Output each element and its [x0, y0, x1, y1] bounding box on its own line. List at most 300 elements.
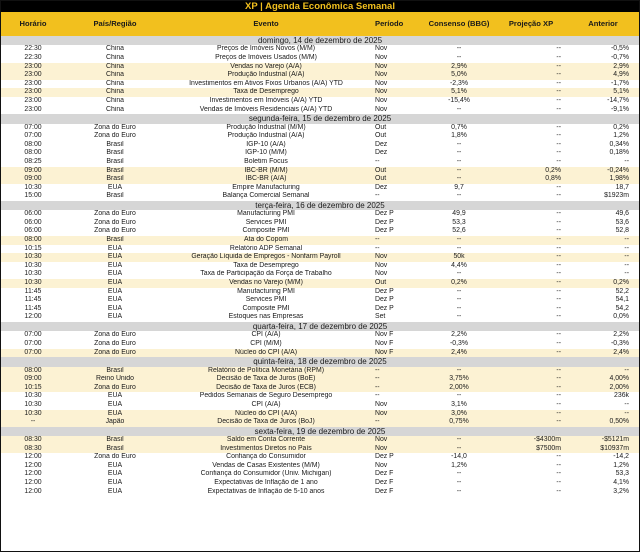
cell-period: Nov — [375, 444, 388, 452]
cell-projection: -- — [556, 157, 561, 165]
cell-period: Dez P — [375, 453, 394, 461]
cell-country: Zona do Euro — [94, 348, 136, 356]
cell-period: -- — [375, 375, 380, 383]
cell-event: Boletim Focus — [244, 157, 288, 165]
cell-event: Preços de Imóveis Usados (M/M) — [215, 53, 317, 61]
cell-country: Brasil — [106, 149, 124, 157]
cell-time: 23:00 — [24, 96, 42, 104]
cell-previous: 53,3 — [615, 470, 629, 478]
cell-event: Vendas no Varejo (A/A) — [230, 62, 302, 70]
cell-event: Relatório ADP Semanal — [229, 244, 303, 252]
cell-time: 10:30 — [24, 270, 42, 278]
cell-previous: 1,2% — [613, 461, 629, 469]
cell-period: Out — [375, 132, 387, 140]
cell-time: 08:00 — [24, 236, 42, 244]
cell-event: Geração Líquida de Empregos - Nonfarm Payroll — [191, 253, 341, 261]
cell-country: China — [105, 96, 124, 104]
cell-consensus: -- — [456, 296, 462, 304]
cell-period: Dez P — [375, 287, 394, 295]
cell-time: 09:00 — [24, 375, 42, 383]
table-row — [1, 132, 639, 141]
cell-previous: -- — [624, 236, 629, 244]
cell-time: 23:00 — [24, 105, 42, 113]
cell-projection: -- — [556, 183, 561, 191]
table-row — [1, 418, 639, 427]
cell-time: 12:00 — [24, 453, 42, 461]
cell-country: Zona do Euro — [94, 453, 136, 461]
table-row — [1, 210, 639, 219]
cell-previous: 3,2% — [613, 487, 629, 495]
cell-period: Nov F — [375, 348, 394, 356]
cell-time: 10:30 — [24, 261, 42, 269]
day-separator: sexta-feira, 19 de dezembro de 2025 — [1, 427, 639, 436]
cell-event: Vendas de Casas Existentes (M/M) — [212, 461, 320, 469]
cell-projection: -- — [556, 71, 561, 79]
cell-event: Services PMI — [245, 218, 287, 226]
cell-consensus: -- — [456, 149, 462, 157]
cell-time: 07:00 — [24, 123, 42, 131]
cell-consensus: 50k — [453, 253, 465, 261]
cell-time: 10:15 — [24, 244, 42, 252]
cell-consensus: -- — [456, 105, 462, 113]
cell-projection: -- — [556, 62, 561, 70]
cell-consensus: 5,1% — [451, 88, 467, 96]
cell-previous: 1,2% — [613, 132, 629, 140]
cell-country: Zona do Euro — [94, 210, 136, 218]
cell-consensus: -- — [456, 192, 462, 200]
cell-event: Decisão de Taxa de Juros (ECB) — [216, 383, 316, 391]
cell-event: Investimentos Diretos no País — [220, 444, 312, 452]
cell-period: -- — [375, 366, 380, 374]
cell-country: Zona do Euro — [94, 339, 136, 347]
table-row — [1, 227, 639, 236]
table-row — [1, 488, 639, 497]
cell-previous: -- — [624, 244, 629, 252]
cell-previous: -- — [624, 261, 629, 269]
cell-projection: -- — [556, 149, 561, 157]
cell-projection: -- — [556, 279, 561, 287]
cell-projection: -- — [556, 140, 561, 148]
cell-country: EUA — [107, 244, 123, 252]
table-row — [1, 175, 639, 184]
cell-country: EUA — [107, 313, 123, 321]
cell-period: Nov — [375, 270, 388, 278]
table-row — [1, 349, 639, 358]
table-row — [1, 296, 639, 305]
cell-projection: -- — [556, 287, 561, 295]
cell-projection: -- — [556, 479, 561, 487]
cell-consensus: 49,9 — [452, 210, 466, 218]
cell-event: Taxa de Participação da Força de Trabalho — [200, 270, 332, 278]
cell-previous: 0,2% — [613, 123, 629, 131]
cell-time: 12:00 — [24, 470, 42, 478]
cell-period: Nov — [375, 96, 388, 104]
cell-previous: 4,9% — [613, 71, 629, 79]
cell-country: Brasil — [106, 166, 124, 174]
header-previous: Anterior — [588, 18, 618, 28]
table-row — [1, 245, 639, 254]
cell-event: IGP-10 (A/A) — [246, 140, 286, 148]
table-row — [1, 97, 639, 106]
cell-period: -- — [375, 383, 380, 391]
cell-consensus: 3,1% — [451, 400, 467, 408]
cell-previous: -14,7% — [607, 96, 629, 104]
table-row — [1, 219, 639, 228]
cell-consensus: -0,3% — [449, 339, 468, 347]
table-row — [1, 470, 639, 479]
cell-country: China — [105, 79, 124, 87]
cell-time: 10:30 — [24, 409, 42, 417]
cell-consensus: -- — [456, 313, 462, 321]
cell-previous: 0,18% — [609, 149, 629, 157]
cell-previous: 5,1% — [613, 88, 629, 96]
cell-period: Nov — [375, 45, 388, 53]
cell-consensus: -- — [456, 270, 462, 278]
cell-country: Zona do Euro — [94, 383, 136, 391]
cell-event: Services PMI — [245, 296, 287, 304]
cell-consensus: 0,7% — [451, 123, 467, 131]
cell-previous: 1,98% — [609, 175, 629, 183]
table-row — [1, 54, 639, 63]
cell-projection: -- — [556, 409, 561, 417]
cell-consensus: -- — [456, 236, 462, 244]
cell-period: Nov — [375, 261, 388, 269]
cell-event: Investimentos em Imóveis (A/A) YTD — [209, 96, 323, 104]
cell-previous: 2,9% — [613, 62, 629, 70]
cell-consensus: -- — [456, 244, 462, 252]
cell-time: 08:00 — [24, 366, 42, 374]
table-row — [1, 262, 639, 271]
cell-time: -- — [30, 418, 36, 426]
cell-time: 23:00 — [24, 62, 42, 70]
cell-period: Out — [375, 123, 387, 131]
cell-event: Relatório de Política Monetária (RPM) — [207, 366, 325, 374]
cell-country: Japão — [105, 418, 125, 426]
cell-country: Brasil — [106, 444, 124, 452]
cell-event: CPI (M/M) — [250, 339, 282, 347]
cell-previous: -0,24% — [607, 166, 629, 174]
cell-country: EUA — [107, 270, 123, 278]
cell-event: Expectativas de Inflação de 5-10 anos — [207, 487, 325, 495]
cell-previous: 0,2% — [613, 279, 629, 287]
cell-country: China — [105, 105, 124, 113]
table-row — [1, 167, 639, 176]
cell-previous: -1,7% — [610, 79, 629, 87]
cell-consensus: 2,9% — [451, 62, 467, 70]
cell-previous: -- — [624, 409, 629, 417]
table-row — [1, 270, 639, 279]
cell-consensus: 1,2% — [451, 461, 467, 469]
cell-event: Produção Industrial (A/A) — [227, 71, 305, 79]
cell-event: CPI (A/A) — [251, 400, 281, 408]
cell-projection: -- — [556, 470, 561, 478]
cell-event: Confiança do Consumidor (Univ. Michigan) — [200, 470, 332, 478]
cell-previous: $10937m — [600, 444, 629, 452]
cell-projection: -- — [556, 88, 561, 96]
cell-projection: -- — [556, 123, 561, 131]
cell-period: Dez F — [375, 470, 394, 478]
cell-projection: -- — [556, 261, 561, 269]
header-country: País/Região — [93, 18, 137, 28]
cell-country: EUA — [107, 183, 123, 191]
cell-consensus: 52,6 — [452, 227, 466, 235]
cell-consensus: -- — [456, 487, 462, 495]
cell-projection: -- — [556, 236, 561, 244]
cell-event: Produção Industrial (A/A) — [227, 132, 305, 140]
cell-time: 09:00 — [24, 166, 42, 174]
cell-consensus: 2,00% — [449, 383, 469, 391]
table-row — [1, 45, 639, 54]
day-separator: domingo, 14 de dezembro de 2025 — [1, 36, 639, 45]
header-consensus: Consenso (BBG) — [428, 18, 490, 28]
cell-projection: -- — [556, 487, 561, 495]
cell-event: Decisão de Taxa de Juros (BoE) — [216, 375, 316, 383]
cell-period: Dez P — [375, 296, 394, 304]
cell-time: 10:15 — [24, 383, 42, 391]
cell-projection: -$4300m — [533, 436, 561, 444]
cell-period: Dez P — [375, 304, 394, 312]
cell-time: 08:00 — [24, 140, 42, 148]
table-row — [1, 88, 639, 97]
cell-country: Zona do Euro — [94, 331, 136, 339]
table-row — [1, 410, 639, 419]
cell-period: Nov — [375, 71, 388, 79]
cell-consensus: -- — [456, 175, 462, 183]
cell-country: Brasil — [106, 157, 124, 165]
cell-country: EUA — [107, 253, 123, 261]
cell-projection: 0,2% — [545, 166, 561, 174]
cell-time: 08:00 — [24, 149, 42, 157]
cell-time: 12:00 — [24, 479, 42, 487]
cell-time: 07:00 — [24, 348, 42, 356]
cell-event: Estoques nas Empresas — [228, 313, 304, 321]
table-row — [1, 236, 639, 245]
cell-country: EUA — [107, 487, 123, 495]
table-row — [1, 279, 639, 288]
cell-period: Set — [375, 313, 386, 321]
cell-event: CPI (A/A) — [251, 331, 281, 339]
cell-projection: -- — [556, 79, 561, 87]
cell-country: China — [105, 88, 124, 96]
table-row — [1, 367, 639, 376]
table-row — [1, 149, 639, 158]
cell-period: Nov — [375, 53, 388, 61]
cell-period: Nov F — [375, 331, 394, 339]
cell-country: EUA — [107, 392, 123, 400]
table-body — [1, 36, 639, 496]
cell-event: IBC-BR (A/A) — [245, 175, 287, 183]
cell-country: EUA — [107, 279, 123, 287]
cell-consensus: 0,2% — [451, 279, 467, 287]
cell-consensus: -- — [456, 287, 462, 295]
cell-country: EUA — [107, 479, 123, 487]
cell-time: 11:45 — [24, 287, 42, 295]
cell-country: Zona do Euro — [94, 123, 136, 131]
cell-projection: -- — [556, 192, 561, 200]
cell-projection: -- — [556, 210, 561, 218]
cell-time: 22:30 — [24, 53, 42, 61]
cell-projection: -- — [556, 53, 561, 61]
cell-country: EUA — [107, 461, 123, 469]
cell-previous: -- — [624, 157, 629, 165]
cell-consensus: -- — [456, 53, 462, 61]
cell-previous: -- — [624, 400, 629, 408]
cell-previous: 4,1% — [613, 479, 629, 487]
cell-previous: 52,8 — [615, 227, 629, 235]
cell-period: Nov — [375, 62, 388, 70]
cell-previous: 2,4% — [613, 348, 629, 356]
cell-consensus: -- — [456, 392, 462, 400]
cell-country: Zona do Euro — [94, 132, 136, 140]
table-row — [1, 384, 639, 393]
cell-time: 09:00 — [24, 175, 42, 183]
cell-event: Pedidos Semanais de Seguro Desemprego — [199, 392, 333, 400]
cell-time: 15:00 — [24, 192, 42, 200]
cell-previous: -- — [624, 253, 629, 261]
cell-consensus: 1,8% — [451, 132, 467, 140]
cell-consensus: -14,0 — [451, 453, 467, 461]
cell-event: Manufacturing PMI — [237, 210, 295, 218]
cell-consensus: -- — [456, 45, 462, 53]
cell-previous: 49,6 — [615, 210, 629, 218]
cell-projection: -- — [556, 270, 561, 278]
table-row — [1, 375, 639, 384]
cell-projection: -- — [556, 296, 561, 304]
table-row — [1, 124, 639, 133]
cell-event: IBC-BR (M/M) — [244, 166, 288, 174]
cell-country: EUA — [107, 400, 123, 408]
cell-event: IGP-10 (M/M) — [245, 149, 287, 157]
cell-projection: -- — [556, 331, 561, 339]
cell-country: China — [105, 53, 124, 61]
cell-projection: -- — [556, 339, 561, 347]
cell-event: Preços de Imóveis Novos (M/M) — [216, 45, 316, 53]
cell-period: Out — [375, 279, 387, 287]
cell-projection: -- — [556, 375, 561, 383]
cell-consensus: 0,75% — [449, 418, 469, 426]
cell-time: 07:00 — [24, 132, 42, 140]
cell-period: Nov — [375, 461, 388, 469]
cell-period: -- — [375, 392, 380, 400]
cell-country: Reino Unido — [96, 375, 134, 383]
cell-country: EUA — [107, 287, 123, 295]
cell-consensus: -- — [456, 140, 462, 148]
cell-projection: -- — [556, 461, 561, 469]
cell-period: Dez P — [375, 227, 394, 235]
cell-time: 12:00 — [24, 487, 42, 495]
cell-country: Zona do Euro — [94, 227, 136, 235]
cell-previous: -0,3% — [610, 339, 629, 347]
cell-consensus: -- — [456, 304, 462, 312]
cell-projection: -- — [556, 366, 561, 374]
cell-country: Brasil — [106, 192, 124, 200]
cell-previous: 53,6 — [615, 218, 629, 226]
table-row — [1, 192, 639, 201]
cell-previous: 2,00% — [609, 383, 629, 391]
cell-projection: -- — [556, 418, 561, 426]
cell-time: 07:00 — [24, 339, 42, 347]
cell-time: 08:25 — [24, 157, 42, 165]
cell-time: 10:30 — [24, 400, 42, 408]
cell-consensus: -- — [456, 166, 462, 174]
cell-country: Brasil — [106, 140, 124, 148]
cell-period: Dez F — [375, 479, 394, 487]
cell-country: Zona do Euro — [94, 218, 136, 226]
cell-period: Nov — [375, 409, 388, 417]
cell-event: Balança Comercial Semanal — [222, 192, 310, 200]
cell-time: 22:30 — [24, 45, 42, 53]
cell-consensus: -- — [456, 444, 462, 452]
cell-country: China — [105, 62, 124, 70]
cell-time: 10:30 — [24, 279, 42, 287]
table-row — [1, 453, 639, 462]
cell-time: 10:30 — [24, 392, 42, 400]
cell-previous: 0,0% — [613, 313, 629, 321]
cell-period: -- — [375, 157, 380, 165]
cell-time: 07:00 — [24, 331, 42, 339]
cell-country: EUA — [107, 296, 123, 304]
cell-event: Núcleo do CPI (A/A) — [234, 409, 298, 417]
cell-time: 10:30 — [24, 253, 42, 261]
cell-period: Dez P — [375, 218, 394, 226]
cell-consensus: 3,75% — [449, 375, 469, 383]
cell-consensus: 3,0% — [451, 409, 467, 417]
cell-time: 11:45 — [24, 304, 42, 312]
header-period: Período — [375, 18, 404, 28]
cell-country: EUA — [107, 409, 123, 417]
table-row — [1, 313, 639, 322]
cell-previous: 0,50% — [609, 418, 629, 426]
table-row — [1, 158, 639, 167]
cell-period: Out — [375, 166, 387, 174]
cell-projection: -- — [556, 400, 561, 408]
cell-projection: -- — [556, 244, 561, 252]
cell-consensus: 5,0% — [451, 71, 467, 79]
cell-consensus: -- — [456, 479, 462, 487]
cell-time: 06:00 — [24, 210, 42, 218]
cell-consensus: -- — [456, 436, 462, 444]
cell-period: -- — [375, 418, 380, 426]
cell-consensus: -- — [456, 157, 462, 165]
cell-previous: 0,34% — [609, 140, 629, 148]
cell-time: 08:30 — [24, 444, 42, 452]
cell-consensus: -- — [456, 470, 462, 478]
cell-time: 06:00 — [24, 218, 42, 226]
cell-previous: 236k — [614, 392, 629, 400]
cell-period: -- — [375, 192, 380, 200]
cell-consensus: 2,2% — [451, 331, 467, 339]
cell-event: Ata do Copom — [243, 236, 289, 244]
table-row — [1, 479, 639, 488]
table-header — [1, 12, 639, 36]
table-row — [1, 462, 639, 471]
table-row — [1, 331, 639, 340]
cell-country: Brasil — [106, 366, 124, 374]
cell-period: Dez — [375, 140, 388, 148]
cell-consensus: -- — [456, 366, 462, 374]
cell-period: Nov F — [375, 339, 394, 347]
cell-projection: -- — [556, 96, 561, 104]
cell-time: 23:00 — [24, 79, 42, 87]
cell-previous: -0,7% — [610, 53, 629, 61]
cell-time: 12:00 — [24, 461, 42, 469]
day-separator: segunda-feira, 15 de dezembro de 2025 — [1, 114, 639, 123]
cell-consensus: 4,4% — [451, 261, 467, 269]
cell-projection: -- — [556, 453, 561, 461]
cell-previous: $1923m — [604, 192, 629, 200]
cell-time: 12:00 — [24, 313, 42, 321]
cell-event: Taxa de Desemprego — [233, 88, 299, 96]
